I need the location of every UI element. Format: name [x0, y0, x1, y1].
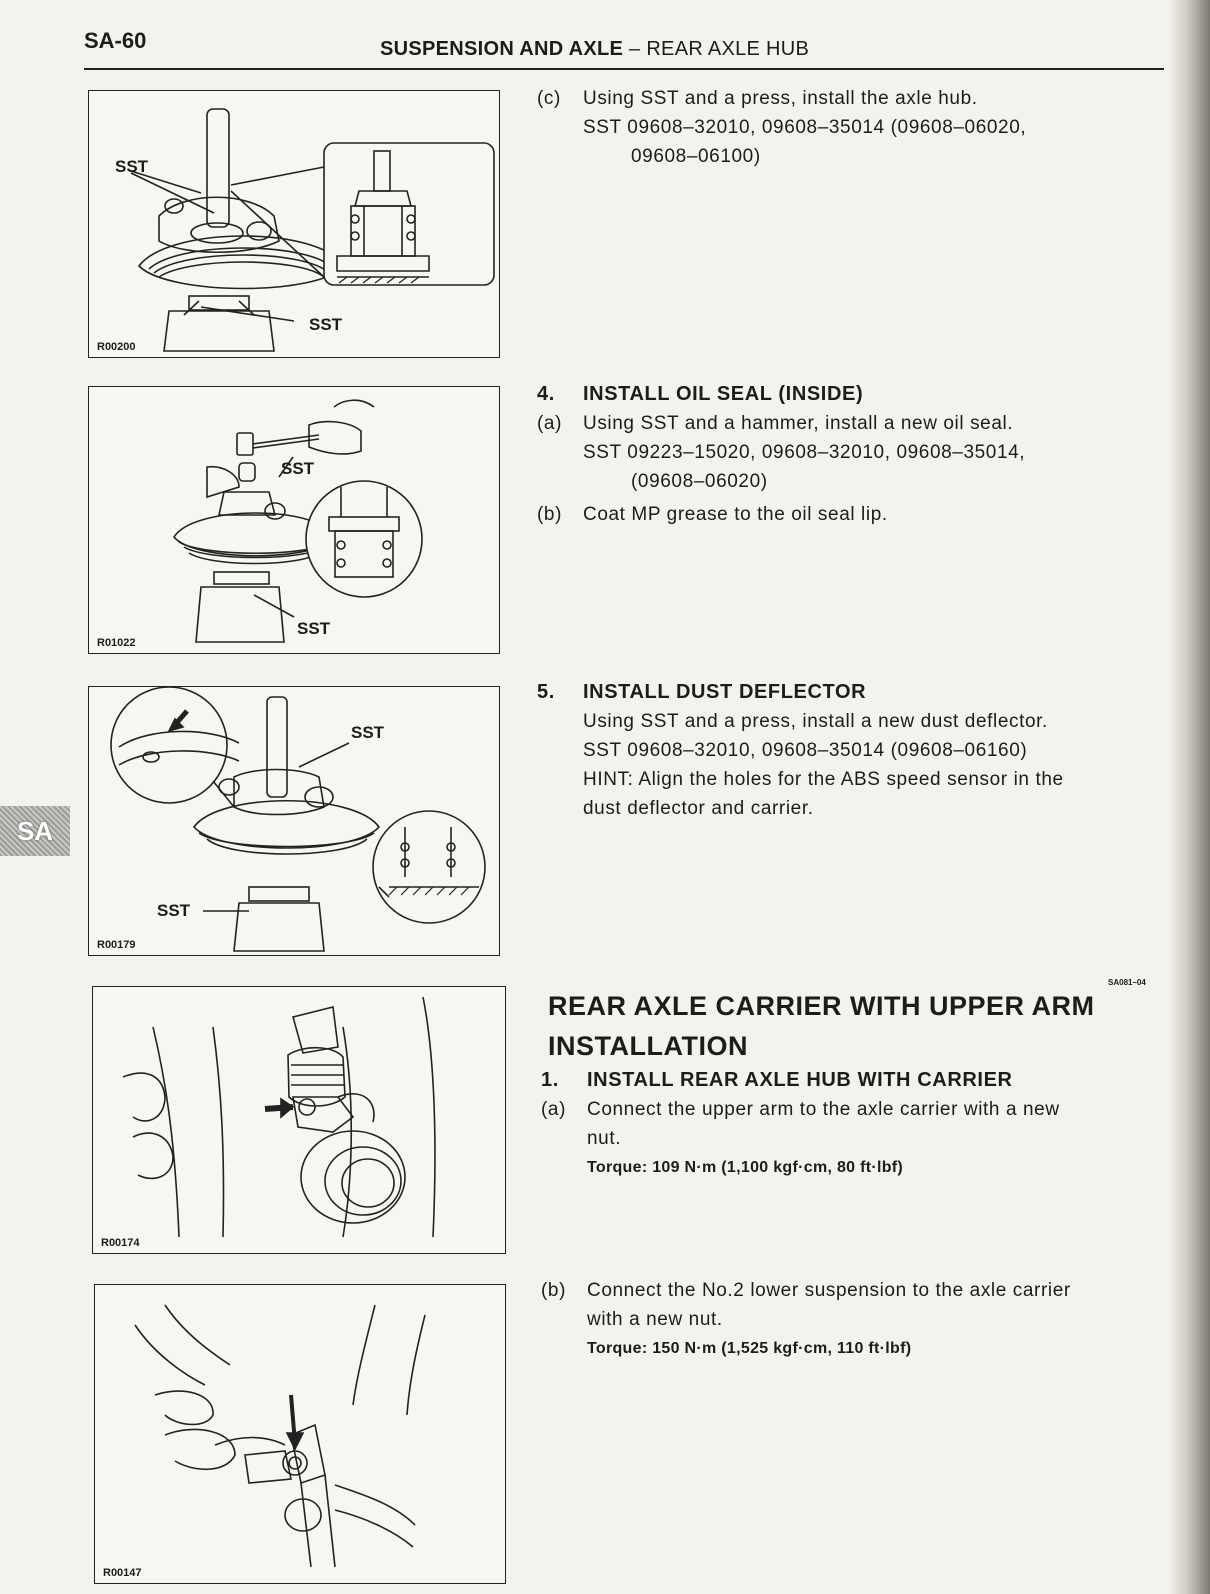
step-5-line4: dust deflector and carrier. — [583, 798, 814, 819]
step-c-install-axle-hub — [537, 84, 1157, 171]
header-subsection: REAR AXLE HUB — [646, 38, 810, 60]
header-separator: – — [629, 38, 641, 60]
step-4-install-oil-seal — [537, 380, 1157, 529]
step-letter-a: (a) — [541, 1099, 567, 1120]
sst-label-lower: SST — [297, 619, 331, 638]
section-title — [548, 986, 1095, 1066]
step-5-line1: Using SST and a press, install a new dust deflector. — [583, 711, 1048, 732]
step-c-line1: Using SST and a press, install the axle hub. — [583, 88, 978, 109]
step-title: INSTALL OIL SEAL (INSIDE) — [583, 383, 864, 405]
step-c-line3: 09608–06100) — [631, 146, 761, 167]
sst-label-upper: SST — [351, 723, 385, 742]
step-1a-line2: nut. — [587, 1128, 622, 1149]
figure-code: R00174 — [101, 1237, 140, 1249]
step-title: INSTALL REAR AXLE HUB WITH CARRIER — [587, 1069, 1013, 1091]
figure-code: R01022 — [97, 637, 136, 649]
oil-seal-illustration — [89, 387, 499, 653]
figure-code: R00179 — [97, 939, 136, 951]
step-title: INSTALL DUST DEFLECTOR — [583, 681, 867, 703]
step-4b-line1: Coat MP grease to the oil seal lip. — [583, 504, 888, 525]
sst-label-upper: SST — [115, 157, 149, 176]
section-side-tab: SA — [0, 806, 70, 856]
step-5-line2: SST 09608–32010, 09608–35014 (09608–06160) — [583, 740, 1028, 761]
figure-lower-suspension-nut — [94, 1284, 506, 1584]
step-1a-line1: Connect the upper arm to the axle carrier with a new — [587, 1099, 1060, 1120]
step-number: 1. — [541, 1069, 559, 1091]
sst-label-lower: SST — [309, 315, 343, 334]
axle-hub-press-illustration — [89, 91, 499, 357]
dust-deflector-illustration — [89, 687, 499, 955]
step-4a-line3: (09608–06020) — [631, 471, 768, 492]
step-1-install-hub-with-carrier — [541, 1066, 1166, 1182]
figure-dust-deflector — [88, 686, 500, 956]
lower-suspension-illustration — [95, 1285, 505, 1583]
step-1b-line1: Connect the No.2 lower suspension to the axle carrier — [587, 1280, 1071, 1301]
step-5-line3: HINT: Align the holes for the ABS speed sensor in the — [583, 769, 1064, 790]
step-1b-connect-lower-suspension — [541, 1276, 1166, 1363]
step-letter: (c) — [537, 88, 561, 109]
step-letter-b: (b) — [537, 504, 563, 525]
step-4a-line2: SST 09223–15020, 09608–32010, 09608–35014, — [583, 442, 1026, 463]
step-1b-torque: Torque: 150 N·m (1,525 kgf·cm, 110 ft·lbf) — [587, 1340, 912, 1357]
step-letter-a: (a) — [537, 413, 563, 434]
upper-arm-illustration — [93, 987, 505, 1253]
page-number: SA-60 — [84, 28, 147, 53]
figure-oil-seal-install — [88, 386, 500, 654]
step-1b-line2: with a new nut. — [587, 1309, 723, 1330]
figure-upper-arm-nut — [92, 986, 506, 1254]
header-rule — [84, 68, 1164, 70]
step-number: 4. — [537, 383, 555, 405]
page-header-title — [380, 38, 809, 61]
sst-label-upper: SST — [281, 459, 315, 478]
figure-code: R00200 — [97, 341, 136, 353]
header-section: SUSPENSION AND AXLE — [380, 38, 624, 60]
figure-axle-hub-press — [88, 90, 500, 358]
section-title-line2: INSTALLATION — [548, 1031, 748, 1061]
step-4a-line1: Using SST and a hammer, install a new oil seal. — [583, 413, 1014, 434]
section-code: SA081–04 — [1108, 978, 1146, 987]
sst-label-lower: SST — [157, 901, 191, 920]
step-c-line2: SST 09608–32010, 09608–35014 (09608–06020, — [583, 117, 1027, 138]
step-1a-torque: Torque: 109 N·m (1,100 kgf·cm, 80 ft·lbf) — [587, 1159, 904, 1176]
section-title-line1: REAR AXLE CARRIER WITH UPPER ARM — [548, 991, 1095, 1021]
page-binding-shadow — [1168, 0, 1210, 1594]
step-5-install-dust-deflector — [537, 678, 1162, 823]
step-letter-b: (b) — [541, 1280, 567, 1301]
figure-code: R00147 — [103, 1567, 142, 1579]
step-number: 5. — [537, 681, 555, 703]
